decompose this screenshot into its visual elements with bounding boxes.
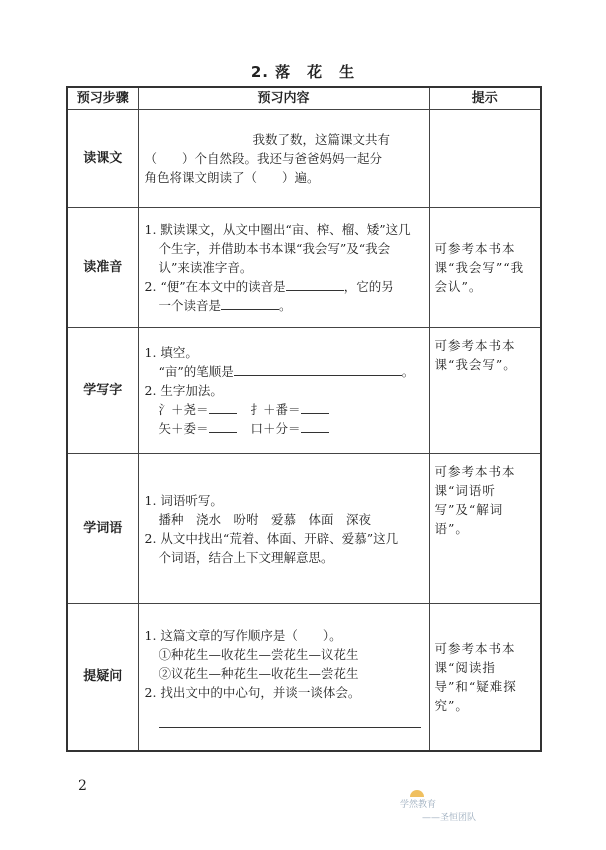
answer-blank[interactable]	[286, 277, 344, 291]
tip-cell: 可参考本书本课“我会写”。	[429, 328, 541, 454]
table-row	[67, 208, 541, 328]
content-line: ①种花生—收花生—尝花生—议花生	[158, 646, 359, 662]
tip-cell: 可参考本书本课“阅读指导”和“疑难探究”。	[429, 604, 541, 751]
content-cell	[138, 604, 429, 751]
step-label: 读课文	[67, 110, 138, 208]
content-line	[145, 400, 423, 419]
header-content: 预习内容	[138, 87, 429, 110]
text: 口＋分＝	[250, 421, 301, 436]
step-label: 提疑问	[67, 604, 138, 751]
content-line: （ ）个自然段。我还与爸爸妈妈一起分	[144, 151, 383, 166]
text: 氵＋尧＝	[158, 402, 209, 417]
text: 矢＋委＝	[158, 421, 209, 436]
text: 2. “便”在本文中的读音是	[144, 279, 286, 294]
tip-cell: 可参考本书本课“词语听写”及“解词语”。	[429, 454, 541, 604]
header-row	[67, 87, 541, 110]
content-cell	[138, 328, 429, 454]
content-line: 1. 这篇文章的写作顺序是（ ）。	[144, 627, 342, 643]
watermark-text: 学然教育	[400, 800, 437, 810]
watermark-subtext: ——圣恒团队	[422, 813, 477, 823]
content-line: ②议花生—种花生—收花生—尝花生	[158, 665, 359, 681]
content-cell	[138, 110, 429, 208]
text: ，它的另	[343, 279, 394, 294]
text: 。	[401, 364, 415, 379]
table-row	[67, 110, 541, 208]
content-line: 2. 从文中找出“荒着、体面、开辟、爱慕”这几	[144, 530, 399, 546]
preview-table	[66, 86, 542, 752]
lesson-title: 2. 落 花 生	[250, 63, 356, 81]
content-line	[145, 362, 423, 381]
content-line: 2. 找出文中的中心句，并谈一谈体会。	[144, 684, 361, 700]
answer-blank[interactable]	[159, 714, 421, 728]
answer-blank[interactable]	[301, 419, 329, 433]
answer-blank[interactable]	[221, 296, 279, 310]
sun-logo-icon	[410, 790, 424, 797]
content-line: 1. 填空。	[144, 345, 198, 360]
content-line	[145, 296, 423, 315]
answer-blank[interactable]	[234, 362, 402, 376]
content-line: 我数了数，这篇课文共有	[252, 132, 391, 147]
answer-blank[interactable]	[301, 400, 329, 414]
step-label: 读准音	[67, 208, 138, 328]
content-line: 认”来读准字音。	[158, 260, 253, 275]
content-line	[145, 419, 423, 438]
text: 一个读音是	[158, 298, 222, 313]
tip-cell: 可参考本书本课“我会写”“我会认”。	[429, 208, 541, 328]
text: “亩”的笔顺是	[158, 364, 234, 379]
step-label: 学词语	[67, 454, 138, 604]
table-row	[67, 454, 541, 604]
content-line: 1. 词语听写。	[144, 492, 223, 508]
content-line: 1. 默读课文，从文中圈出“亩、榨、榴、矮”这几	[144, 222, 411, 237]
step-label: 学写字	[67, 328, 138, 454]
answer-blank[interactable]	[209, 419, 237, 433]
table-row	[67, 328, 541, 454]
tip-cell	[429, 110, 541, 208]
content-line: 个词语，结合上下文理解意思。	[158, 549, 334, 565]
content-cell	[138, 454, 429, 604]
page-number: 2	[78, 778, 87, 794]
text: 扌＋番＝	[250, 402, 301, 417]
content-line: 个生字，并借助本书本课“我会写”及“我会	[158, 241, 391, 256]
header-tip: 提示	[429, 87, 541, 110]
text: 。	[279, 298, 292, 313]
content-line: 播种 浇水 吩咐 爱慕 体面 深夜	[158, 511, 372, 527]
content-line: 角色将课文朗读了（ ）遍。	[144, 170, 320, 185]
content-cell	[138, 208, 429, 328]
table-row	[67, 604, 541, 751]
header-step: 预习步骤	[67, 87, 138, 110]
content-line	[145, 277, 423, 296]
answer-blank[interactable]	[209, 400, 237, 414]
content-line: 2. 生字加法。	[144, 383, 223, 398]
watermark-logo	[400, 790, 476, 823]
